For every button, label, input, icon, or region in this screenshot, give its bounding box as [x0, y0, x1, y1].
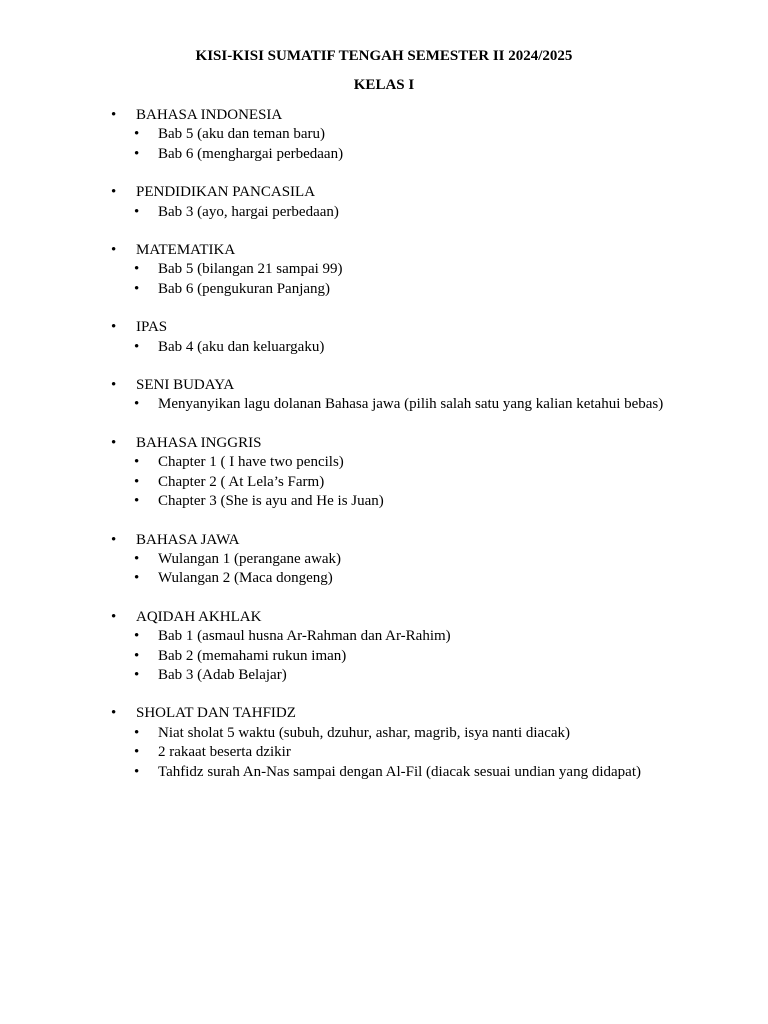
topic-list	[0, 453, 768, 511]
topic-text: Bab 6 (pengukuran Panjang)	[158, 280, 331, 297]
list-item	[0, 260, 768, 279]
bullet-icon: •	[134, 454, 140, 471]
topic-text: Bab 3 (Adab Belajar)	[158, 666, 287, 683]
bullet-icon: •	[111, 531, 117, 548]
section-seni-budaya	[0, 376, 768, 415]
list-item	[0, 395, 768, 414]
section-bahasa-inggris	[0, 434, 768, 512]
topic-list	[0, 125, 768, 164]
list-item	[0, 473, 768, 492]
topic-text: Bab 5 (bilangan 21 sampai 99)	[158, 261, 343, 278]
section-heading: BAHASA INDONESIA	[136, 107, 283, 123]
topic-text: Bab 4 (aku dan keluargaku)	[158, 338, 325, 355]
bullet-icon: •	[111, 319, 117, 336]
list-item	[0, 125, 768, 144]
bullet-icon: •	[134, 145, 140, 162]
section-ipas	[0, 318, 768, 357]
document-subtitle: KELAS I	[353, 77, 415, 93]
topic-text: Wulangan 2 (Maca dongeng)	[158, 570, 333, 587]
list-item	[0, 280, 768, 299]
section-heading: PENDIDIKAN PANCASILA	[136, 184, 316, 201]
list-item	[0, 647, 768, 666]
section-pendidikan-pancasila	[0, 183, 768, 222]
section-heading: SENI BUDAYA	[136, 377, 235, 394]
topic-text: Bab 3 (ayo, hargai perbedaan)	[158, 203, 339, 220]
list-item	[0, 763, 768, 782]
section-heading: AQIDAH AKHLAK	[136, 608, 262, 625]
list-item	[0, 627, 768, 646]
topic-text: Chapter 2 ( At Lela’s Farm)	[158, 473, 325, 490]
bullet-icon: •	[134, 493, 140, 510]
list-item	[0, 743, 768, 762]
bullet-icon: •	[134, 338, 140, 355]
list-item	[0, 338, 768, 357]
topic-text: Wulangan 1 (perangane awak)	[158, 550, 342, 567]
topic-text: 2 rakaat beserta dzikir	[158, 744, 291, 761]
topic-list	[0, 338, 768, 357]
list-item	[0, 724, 768, 743]
section-heading: IPAS	[136, 319, 168, 336]
list-item	[0, 145, 768, 164]
bullet-icon: •	[134, 550, 140, 567]
bullet-icon: •	[111, 107, 117, 123]
bullet-icon: •	[134, 126, 140, 143]
topic-text: Chapter 3 (She is ayu and He is Juan)	[158, 493, 384, 510]
topic-list	[0, 627, 768, 685]
topic-text: Tahfidz surah An-Nas sampai dengan Al-Fil (diacak sesuai undian yang didapat)	[158, 763, 641, 780]
bullet-icon: •	[134, 203, 140, 220]
section-heading: BAHASA JAWA	[136, 531, 240, 548]
list-item	[0, 569, 768, 588]
topic-list	[0, 260, 768, 299]
bullet-icon: •	[111, 434, 117, 451]
list-item	[0, 666, 768, 685]
bullet-icon: •	[134, 396, 140, 413]
section-aqidah-akhlak	[0, 608, 768, 686]
section-matematika	[0, 241, 768, 299]
list-item	[0, 203, 768, 222]
topic-list	[0, 395, 768, 414]
bullet-icon: •	[134, 744, 140, 761]
topic-text: Chapter 1 ( I have two pencils)	[158, 454, 344, 471]
topic-text: Menyanyikan lagu dolanan Bahasa jawa (pilih salah satu yang kalian ketahui bebas)	[158, 396, 664, 413]
section-bahasa-jawa	[0, 531, 768, 589]
topic-list	[0, 203, 768, 222]
topic-text: Niat sholat 5 waktu (subuh, dzuhur, ashar, magrib, isya nanti diacak)	[158, 724, 571, 741]
bullet-icon: •	[134, 628, 140, 645]
section-heading: SHOLAT DAN TAHFIDZ	[136, 705, 296, 722]
section-heading: BAHASA INGGRIS	[136, 434, 262, 451]
bullet-icon: •	[134, 763, 140, 780]
topic-text: Bab 2 (memahami rukun iman)	[158, 647, 347, 664]
list-item	[0, 492, 768, 511]
bullet-icon: •	[134, 261, 140, 278]
topic-text: Bab 6 (menghargai perbedaan)	[158, 145, 344, 162]
topic-text: Bab 1 (asmaul husna Ar-Rahman dan Ar-Rahim)	[158, 628, 451, 645]
bullet-icon: •	[134, 666, 140, 683]
bullet-icon: •	[134, 280, 140, 297]
bullet-icon: •	[134, 570, 140, 587]
bullet-icon: •	[111, 377, 117, 394]
bullet-icon: •	[134, 724, 140, 741]
bullet-icon: •	[134, 647, 140, 664]
document-title: KISI-KISI SUMATIF TENGAH SEMESTER II 2024/2025	[195, 48, 573, 64]
section-bahasa-indonesia	[0, 106, 768, 164]
list-item	[0, 453, 768, 472]
bullet-icon: •	[111, 184, 117, 201]
topic-list	[0, 550, 768, 589]
topic-list	[0, 724, 768, 782]
bullet-icon: •	[111, 242, 117, 259]
bullet-icon: •	[111, 608, 117, 625]
bullet-icon: •	[111, 705, 117, 722]
list-item	[0, 550, 768, 569]
topic-text: Bab 5 (aku dan teman baru)	[158, 126, 326, 143]
section-sholat-dan-tahfidz	[0, 704, 768, 782]
subject-list	[0, 106, 768, 801]
bullet-icon: •	[134, 473, 140, 490]
section-heading: MATEMATIKA	[136, 242, 236, 259]
